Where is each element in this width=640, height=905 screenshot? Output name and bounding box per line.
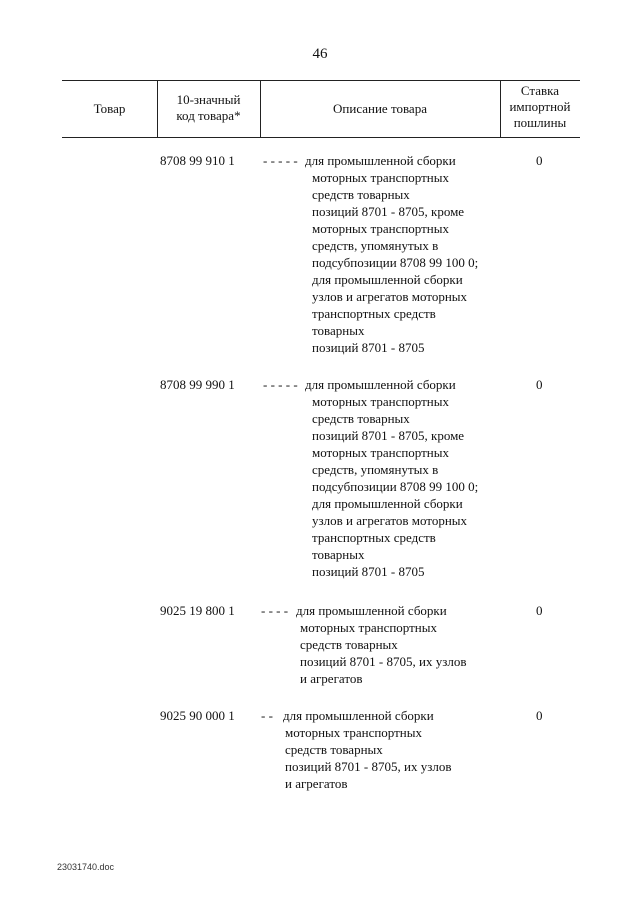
description-line: товарных [312,547,365,562]
product-description [296,602,466,687]
header-duty-line: Ставка [520,83,560,98]
product-code: 9025 90 000 1 [160,708,235,723]
description-line: средств товарных [285,742,383,757]
header-code [157,92,260,124]
table-row [0,602,640,692]
description-line: позиций 8701 - 8705, кроме [312,204,465,219]
description-line: для промышленной сборки [305,153,456,168]
description-line: для промышленной сборки [296,603,447,618]
description-line: позиций 8701 - 8705, их узлов [285,759,452,774]
description-line: моторных транспортных [312,170,450,185]
description-line: для промышленной сборки [312,272,463,287]
description-line: для промышленной сборки [312,496,463,511]
header-bottom-rule [62,137,580,138]
document-filename: 23031740.doc [57,862,115,872]
description-line: средств товарных [300,637,398,652]
description-line: для промышленной сборки [305,377,456,392]
description-line: позиций 8701 - 8705 [312,564,425,579]
description-line: подсубпозиции 8708 99 100 0; [312,479,479,494]
header-goods: Товар [93,101,126,116]
description-line: позиций 8701 - 8705, кроме [312,428,465,443]
header-top-rule [62,80,580,81]
product-description [283,707,451,792]
subheading-dashes: - - - - - [263,153,298,168]
description-line: средств товарных [312,187,410,202]
description-line: узлов и агрегатов моторных [312,289,468,304]
product-description [305,376,478,580]
description-line: и агрегатов [285,776,348,791]
product-code: 8708 99 910 1 [160,153,235,168]
header-duty-line: импортной [509,99,571,114]
description-line: средств, упомянутых в [312,238,439,253]
description-line: узлов и агрегатов моторных [312,513,468,528]
description-line: позиций 8701 - 8705 [312,340,425,355]
description-line: позиций 8701 - 8705, их узлов [300,654,467,669]
duty-rate: 0 [536,377,543,392]
product-code: 9025 19 800 1 [160,603,235,618]
description-line: товарных [312,323,365,338]
description-line: транспортных средств [312,306,436,321]
subheading-dashes: - - [261,708,273,723]
description-line: моторных транспортных [300,620,438,635]
header-code-line: код товара* [176,108,241,123]
header-code-line: 10-значный [176,92,241,107]
description-line: и агрегатов [300,671,363,686]
description-line: моторных транспортных [312,394,450,409]
description-line: для промышленной сборки [283,708,434,723]
duty-rate: 0 [536,153,543,168]
subheading-dashes: - - - - - [263,377,298,392]
header-description: Описание товара [333,101,427,116]
description-line: средств, упомянутых в [312,462,439,477]
description-line: моторных транспортных [312,445,450,460]
description-line: моторных транспортных [312,221,450,236]
header-duty-line: пошлины [513,115,567,130]
table-row [0,152,640,362]
header-duty-rate [500,83,580,131]
description-line: подсубпозиции 8708 99 100 0; [312,255,479,270]
description-line: транспортных средств [312,530,436,545]
description-line: средств товарных [312,411,410,426]
duty-rate: 0 [536,603,543,618]
description-line: моторных транспортных [285,725,423,740]
product-description [305,152,478,356]
table-row [0,707,640,797]
duty-rate: 0 [536,708,543,723]
subheading-dashes: - - - - [261,603,289,618]
table-row [0,376,640,586]
page-number: 46 [312,46,328,62]
product-code: 8708 99 990 1 [160,377,235,392]
